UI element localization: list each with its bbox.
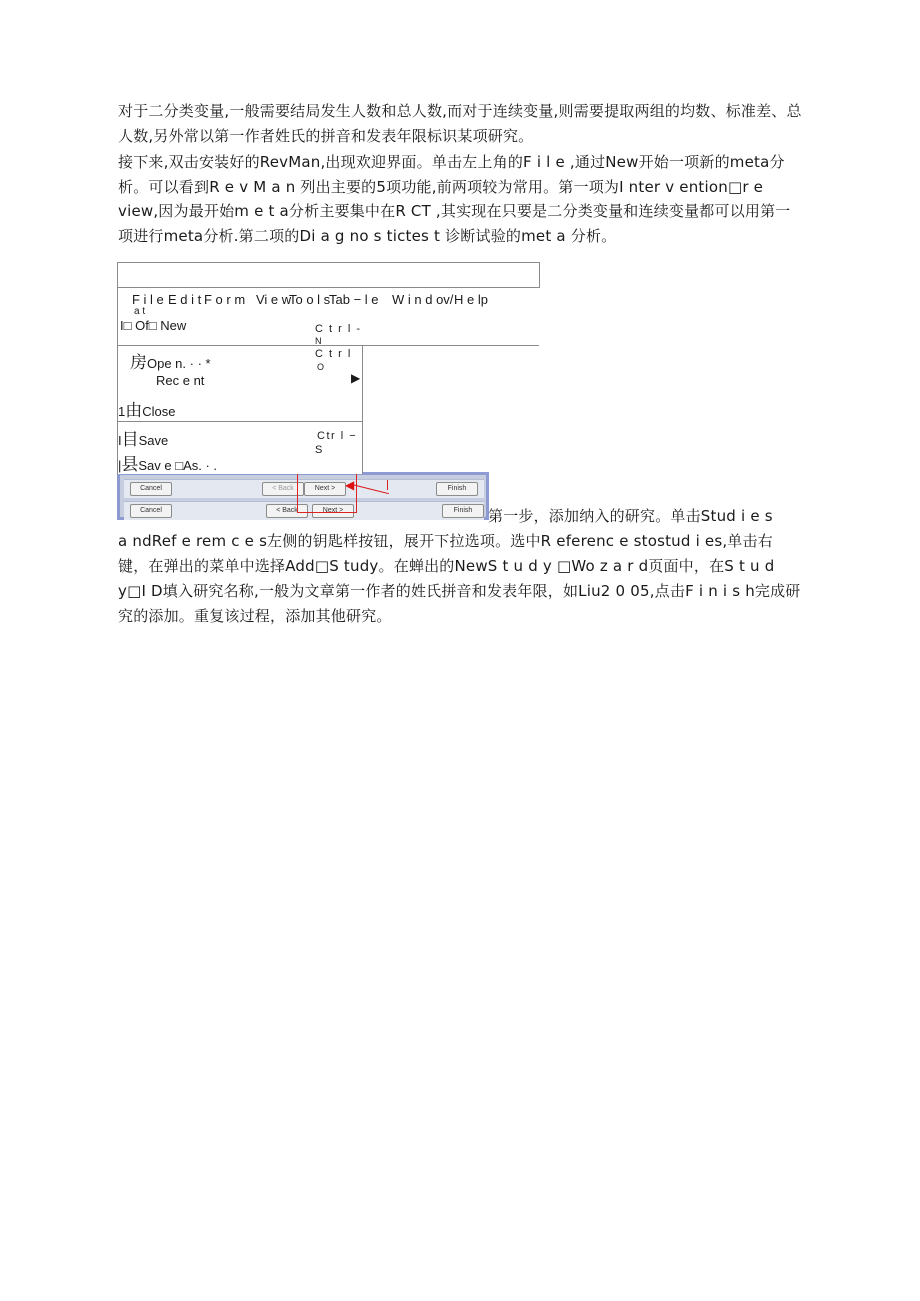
red-arrow-head-icon: ◀: [345, 478, 355, 492]
window-title-bar: [117, 262, 540, 288]
menu-tools[interactable]: To o l s: [289, 292, 331, 307]
menu-file[interactable]: F i l e: [132, 292, 164, 307]
menu-item-open[interactable]: [130, 348, 211, 373]
wizard-cancel-button[interactable]: Cancel: [130, 504, 172, 518]
save-as-label: Sav e □As. · .: [138, 458, 218, 473]
new-shortcut-clipped: N: [315, 336, 323, 346]
menu-format-clipped-text: a t: [134, 306, 146, 317]
wizard-next-button-top[interactable]: Next >: [304, 482, 346, 496]
menu-separator: [118, 421, 362, 422]
save-label: Save: [138, 433, 169, 448]
open-label: Ope n. · · *: [147, 356, 211, 371]
step-one-paragraph: [118, 504, 802, 629]
intro-paragraph: 对于二分类变量,一般需要结局发生人数和总人数,而对于连续变量,则需要提取两组的均数、标准差、总人数,另外常以第一作者姓氏的拼音和发表年限标识某项研究。: [118, 102, 802, 145]
menu-format[interactable]: F o r m: [204, 292, 246, 307]
close-label: Close: [142, 404, 176, 419]
menu-item-close[interactable]: [118, 396, 175, 421]
step-one-lead: 第一步，添加纳入的研究。单击Stud i e s: [488, 507, 773, 525]
revman-screenshot-figure: [117, 262, 539, 522]
save-as-prefix: |: [118, 458, 122, 473]
close-icon: 由: [125, 401, 143, 421]
wizard-cancel-button-top[interactable]: Cancel: [130, 482, 172, 496]
wizard-back-button-top[interactable]: < Back: [262, 482, 304, 496]
save-as-icon: 县: [121, 455, 139, 475]
new-item-label[interactable]: I□ Of□ New: [120, 318, 187, 333]
menu-window[interactable]: W i n d ov/: [392, 292, 454, 307]
menu-item-save[interactable]: [118, 425, 168, 450]
menu-item-recent[interactable]: Rec e nt: [156, 373, 205, 388]
menu-help[interactable]: H e lp: [454, 292, 488, 307]
open-shortcut-clipped: O: [317, 362, 326, 372]
menu-edit[interactable]: E d i t: [168, 292, 202, 307]
open-shortcut: C t r l: [315, 348, 352, 360]
save-icon: 目: [121, 430, 139, 450]
file-dropdown-menu: [117, 346, 363, 474]
new-submenu-row: [117, 317, 539, 346]
submenu-arrow-icon: ▶: [351, 371, 361, 385]
open-folder-icon: 房: [130, 353, 147, 373]
wizard-next-button[interactable]: Next >: [312, 504, 354, 518]
save-shortcut-clipped: S: [315, 444, 324, 456]
wizard-finish-button[interactable]: Finish: [442, 504, 484, 518]
revman-paragraph: 接下来,双击安装好的RevMan,出现欢迎界面。单击左上角的F i l e ,通过New开始一项新的meta分析。可以看到R e v M a n 列出主要的5项功能,前两项较为常用。第一项为I nter v ention□r e view,因为最开始m e t a分析主要集中在R CT ,其实现在只要是二分类变量和连续变量都可以用第一项进行meta分析.第二项的Di a g no s tictes t 诊断试验的met a 分析。: [118, 153, 791, 245]
menu-table[interactable]: Tab − l e: [329, 292, 379, 307]
save-prefix: I: [118, 433, 122, 448]
wizard-back-button[interactable]: < Back: [266, 504, 308, 518]
save-shortcut: Ctr l −: [317, 430, 358, 442]
new-shortcut: C t r l -: [315, 323, 362, 335]
red-marker-line: [387, 480, 391, 490]
wizard-finish-button-top[interactable]: Finish: [436, 482, 478, 496]
menu-view[interactable]: Vi e w: [256, 292, 292, 307]
menu-item-save-as[interactable]: [118, 450, 217, 475]
close-prefix: 1: [118, 404, 126, 419]
step-one-body: a ndRef e rem c e s左侧的钥匙样按钮，展开下拉选项。选中R eferenc e stostud i es,单击右键，在弹出的菜单中选择Add□S tudy。在蝉出的NewS t u d y □Wo z a r d页面中，在S t u d y□I D填入研究名称,一般为文章第一作者的姓氏拼音和发表年限，如Liu2 0 05,点击F i n i s h完成研究的添加。重复该过程，添加其他研究。: [118, 532, 801, 625]
menu-bar: [117, 287, 539, 318]
